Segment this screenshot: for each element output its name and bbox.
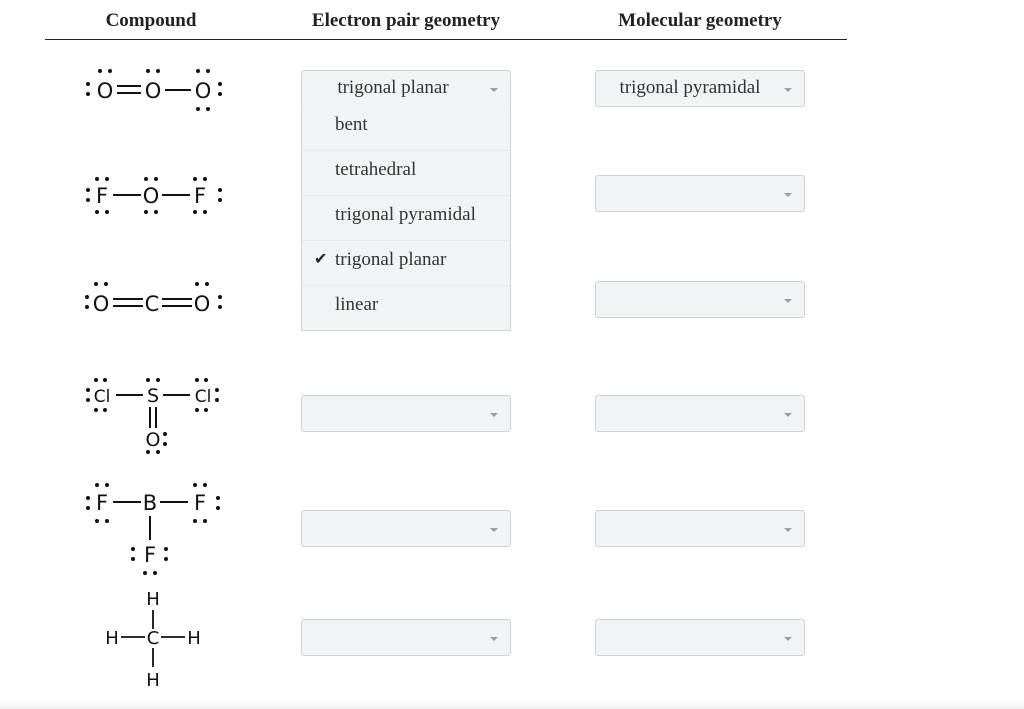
compound-ch4-structure bbox=[100, 587, 210, 692]
menu-option-label: trigonal planar bbox=[335, 249, 447, 270]
chevron-down-icon bbox=[490, 528, 498, 532]
menu-option-tetrahedral[interactable] bbox=[302, 151, 510, 196]
menu-option-trigonal-planar[interactable] bbox=[302, 241, 510, 286]
menu-option-linear[interactable] bbox=[302, 286, 510, 331]
header-molecular-geometry: Molecular geometry bbox=[618, 10, 782, 31]
chevron-down-icon bbox=[784, 193, 792, 197]
header-electron-pair-geometry: Electron pair geometry bbox=[311, 10, 501, 31]
atom-cl: Cl bbox=[93, 387, 111, 407]
compound-bf3-structure bbox=[80, 480, 230, 580]
atom-cl: Cl bbox=[194, 387, 212, 407]
atom-f: F bbox=[95, 184, 109, 208]
chevron-down-icon bbox=[490, 413, 498, 417]
molecular-geometry-select-socl2[interactable] bbox=[595, 395, 805, 432]
atom-f: F bbox=[143, 543, 157, 567]
atom-h: H bbox=[105, 628, 119, 649]
atom-c: C bbox=[144, 292, 160, 316]
chevron-down-icon bbox=[784, 88, 792, 92]
header-rule bbox=[45, 39, 847, 40]
atom-f: F bbox=[95, 491, 109, 515]
select-value: trigonal pyramidal bbox=[619, 77, 761, 98]
menu-option-trigonal-pyramidal[interactable] bbox=[302, 196, 510, 241]
atom-h: H bbox=[146, 670, 160, 691]
electron-pair-geometry-select-bf3[interactable] bbox=[301, 510, 511, 547]
atom-f: F bbox=[193, 184, 207, 208]
menu-option-bent[interactable] bbox=[302, 106, 510, 151]
electron-pair-geometry-select-ch4[interactable] bbox=[301, 619, 511, 656]
menu-option-label: linear bbox=[335, 294, 379, 315]
menu-option-label: trigonal pyramidal bbox=[335, 204, 476, 225]
compound-socl2-structure bbox=[80, 372, 230, 457]
atom-o: O bbox=[145, 429, 161, 451]
electron-pair-geometry-select-o3[interactable] bbox=[301, 70, 511, 107]
atom-o: O bbox=[96, 79, 114, 103]
atom-o: O bbox=[193, 292, 211, 316]
compound-co2-structure bbox=[80, 277, 230, 322]
atom-o: O bbox=[142, 184, 160, 208]
molecular-geometry-select-co2[interactable] bbox=[595, 281, 805, 318]
chevron-down-icon bbox=[784, 413, 792, 417]
atom-h: H bbox=[146, 589, 160, 610]
menu-option-label: tetrahedral bbox=[335, 159, 417, 180]
electron-pair-geometry-select-socl2[interactable] bbox=[301, 395, 511, 432]
menu-option-label: bent bbox=[335, 114, 368, 135]
atom-f: F bbox=[193, 491, 207, 515]
chevron-down-icon bbox=[784, 528, 792, 532]
chevron-down-icon bbox=[784, 299, 792, 303]
atom-o: O bbox=[92, 292, 110, 316]
atom-c: C bbox=[146, 628, 160, 649]
molecular-geometry-select-of2[interactable] bbox=[595, 175, 805, 212]
chevron-down-icon bbox=[784, 637, 792, 641]
chevron-down-icon bbox=[490, 637, 498, 641]
molecular-geometry-select-o3[interactable] bbox=[595, 70, 805, 107]
molecular-geometry-select-bf3[interactable] bbox=[595, 510, 805, 547]
dropdown-menu bbox=[301, 106, 511, 331]
compound-of2-structure bbox=[80, 170, 230, 220]
select-value: trigonal planar bbox=[337, 77, 449, 98]
molecular-geometry-select-ch4[interactable] bbox=[595, 619, 805, 656]
atom-o: O bbox=[144, 79, 162, 103]
atom-o: O bbox=[194, 79, 212, 103]
page-bottom-edge bbox=[0, 699, 1024, 709]
header-compound: Compound bbox=[105, 10, 197, 31]
checkmark-icon: ✔ bbox=[314, 251, 328, 268]
chevron-down-icon bbox=[490, 88, 498, 92]
atom-s: S bbox=[146, 385, 160, 407]
atom-b: B bbox=[142, 491, 158, 515]
atom-h: H bbox=[187, 628, 201, 649]
compound-o3-structure bbox=[80, 65, 230, 115]
